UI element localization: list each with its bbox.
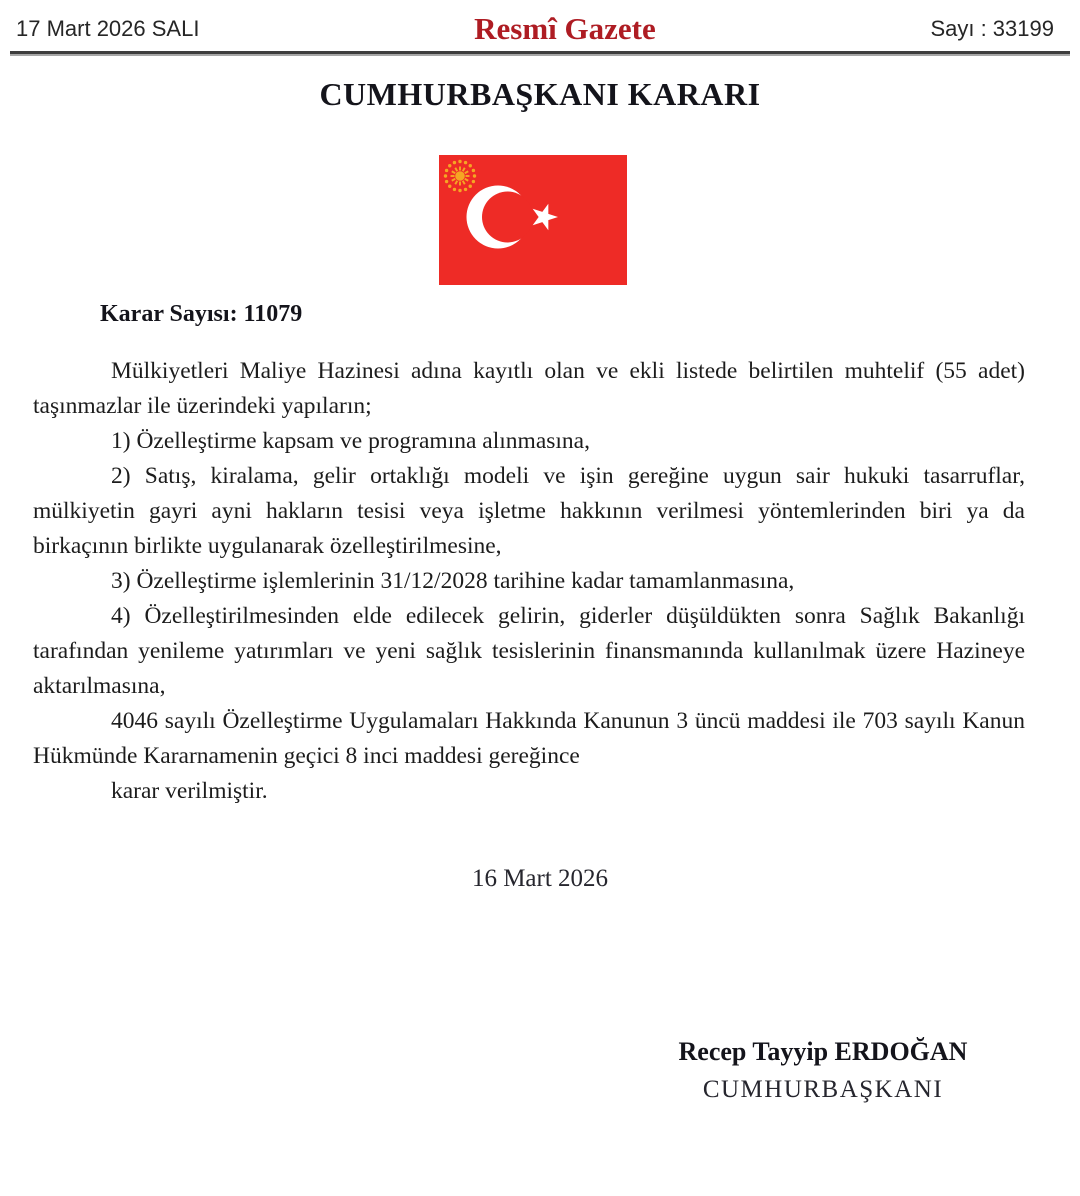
masthead: [0, 0, 1080, 46]
signature-block: [633, 1037, 1013, 1104]
body-paragraph: 1) Özelleştirme kapsam ve programına alınmasına,: [111, 428, 590, 455]
flag-container: [0, 155, 1080, 285]
masthead-title: Resmî Gazete: [474, 11, 656, 46]
body-paragraph: Mülkiyetleri Maliye Hazinesi adına kayıtlı olan ve ekli listede belirtilen muhtelif (55 adet) taşınmazlar ile üzerindeki yapıların;: [33, 358, 1025, 420]
seal-dot: [453, 161, 456, 164]
seal-dot: [448, 185, 451, 188]
decision-date: 16 Mart 2026: [471, 865, 609, 893]
decision-number: Karar Sayısı: 11079: [100, 301, 303, 328]
seal-dot: [464, 188, 467, 191]
seal-dot: [445, 180, 448, 183]
seal-dot: [469, 185, 472, 188]
seal-dot: [445, 169, 448, 172]
seal-dot: [444, 174, 447, 177]
signatory-title: CUMHURBAŞKANI: [702, 1076, 944, 1104]
seal-dot: [464, 161, 467, 164]
masthead-issue-number: Sayı : 33199: [930, 16, 1054, 41]
seal-dot: [473, 174, 476, 177]
signatory-name: Recep Tayyip ERDOĞAN: [678, 1037, 968, 1067]
document-title: CUMHURBAŞKANI KARARI: [319, 76, 761, 113]
body-paragraph: karar verilmiştir.: [111, 778, 268, 805]
body-paragraph: 2) Satış, kiralama, gelir ortaklığı modeli ve işin gereğine uygun sair hukuki tasarruflar, mülkiyetin gayri ayni hakların tesisi veya işletme hakkının verilmesi yöntemlerinden biri ya da birkaçının birlikte uygulanarak özelleştirilmesine,: [33, 463, 1025, 560]
body-paragraph: 3) Özelleştirme işlemlerinin 31/12/2028 tarihine kadar tamamlanmasına,: [111, 568, 795, 595]
body-paragraph: 4046 sayılı Özelleştirme Uygulamaları Hakkında Kanunun 3 üncü maddesi ile 703 sayılı Kanun Hükmünde Kararnamenin geçici 8 inci maddesi gereğince: [33, 708, 1025, 770]
turkish-presidential-flag-icon: [439, 155, 627, 285]
seal-dot: [448, 164, 451, 167]
seal-dot: [458, 160, 461, 163]
seal-dot: [453, 188, 456, 191]
masthead-divider: [10, 51, 1070, 56]
seal-dot: [472, 180, 475, 183]
crescent-cutout: [482, 192, 533, 243]
seal-dot: [472, 169, 475, 172]
seal-dot: [458, 189, 461, 192]
masthead-date: 17 Mart 2026 SALI: [16, 16, 200, 41]
body-paragraph: 4) Özelleştirilmesinden elde edilecek gelirin, giderler düşüldükten sonra Sağlık Bakanlığı tarafından yenileme yatırımları ve yeni sağlık tesislerinin finansmanında kullanılmak üzere Hazineye aktarılmasına,: [33, 603, 1025, 700]
seal-sun: [455, 171, 465, 181]
decision-body: [33, 354, 1025, 809]
seal-dot: [469, 164, 472, 167]
